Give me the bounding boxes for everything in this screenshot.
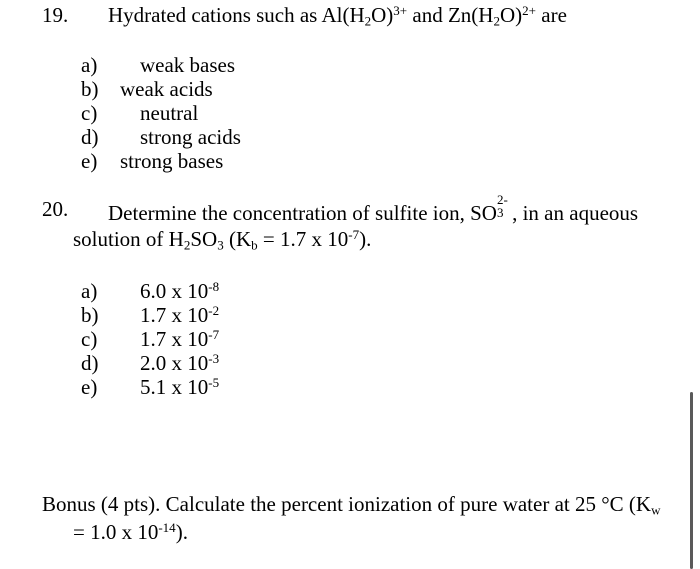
option-value: 6.0 x $10^{-8}$ xyxy=(140,278,220,303)
option-value: 5.1 x $10^{-5}$ xyxy=(140,374,220,399)
option-text: neutral xyxy=(140,101,199,125)
question-stem-line-1: Determine the concentration of sulfite ion, SO 2- 3 , in an aqueous xyxy=(108,192,639,225)
option-letter: d) xyxy=(81,125,99,149)
option-letter: c) xyxy=(81,327,98,351)
option-letter: d) xyxy=(81,351,99,375)
bonus-line-2: = 1.0 x $10^{-14}$). xyxy=(73,519,188,544)
option-letter: b) xyxy=(81,303,99,327)
question-stem: Hydrated cations such as $Al(H_2O)^{3+}$ and $Zn(H_2O)^{2+}$ are xyxy=(108,2,567,29)
option-text: strong acids xyxy=(140,125,241,149)
option-value: 2.0 x $10^{-3}$ xyxy=(140,350,220,375)
question-stem-line-2: solution of $H_2SO_3$ ($K_b = 1.7$ x $10^{-7}$). xyxy=(73,226,372,253)
option-letter: c) xyxy=(81,101,98,125)
question-number: 19. xyxy=(42,3,69,27)
option-letter: a) xyxy=(81,279,98,303)
option-value: 1.7 x $10^{-2}$ xyxy=(140,302,220,327)
option-letter: a) xyxy=(81,53,98,77)
bonus-line-1: Bonus (4 pts). Calculate the percent ionization of pure water at 25 °C ($K_w$ xyxy=(42,492,661,518)
option-text: strong bases xyxy=(120,149,224,173)
option-value: 1.7 x $10^{-7}$ xyxy=(140,326,220,351)
option-text: weak bases xyxy=(140,53,236,77)
option-letter: e) xyxy=(81,375,98,399)
option-letter: b) xyxy=(81,77,99,101)
option-letter: e) xyxy=(81,149,98,173)
option-text: weak acids xyxy=(120,77,213,101)
question-number: 20. xyxy=(42,197,69,221)
vertical-scrollbar[interactable] xyxy=(690,392,693,569)
